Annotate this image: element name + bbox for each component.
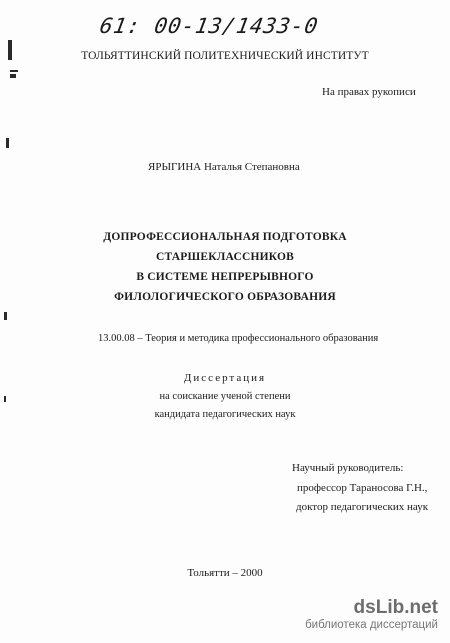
author-name: ЯРЫГИНА Наталья Степановна [148,161,300,173]
degree-line-1: на соискание ученой степени [159,391,291,402]
scan-artifact [6,138,9,148]
degree-line-2: кандидата педагогических наук [154,409,296,420]
scan-artifact [10,74,16,78]
title-line-4: ФИЛОЛОГИЧЕСКОГО ОБРАЗОВАНИЯ [114,291,336,303]
manuscript-rights: На правах рукописи [322,86,416,98]
title-line-3: В СИСТЕМЕ НЕПРЕРЫВНОГО [136,271,314,283]
scan-artifact [4,312,7,320]
title-line-2: СТАРШЕКЛАССНИКОВ [155,251,295,263]
title-line-1: ДОПРОФЕССИОНАЛЬНАЯ ПОДГОТОВКА [103,231,347,243]
city-year: Тольятти – 2000 [187,567,263,579]
dissertation-type: Диссертация [183,372,267,384]
watermark [305,598,438,632]
supervisor-degree: доктор педагогических наук [296,501,429,513]
specialty-code: 13.00.08 – Теория и методика профессионального образования [98,333,379,344]
supervisor-name: профессор Тараносова Г.Н., [297,482,428,494]
institute-name: ТОЛЬЯТТИНСКИЙ ПОЛИТЕХНИЧЕСКИЙ ИНСТИТУТ [81,50,369,62]
supervisor-label: Научный руководитель: [292,462,404,474]
scan-artifact [10,70,18,72]
watermark-subtitle: библиотека диссертаций [305,619,438,631]
archive-number: 61: 00-13/1433-0 [97,14,321,38]
watermark-logo: dsLib.net [353,597,438,618]
